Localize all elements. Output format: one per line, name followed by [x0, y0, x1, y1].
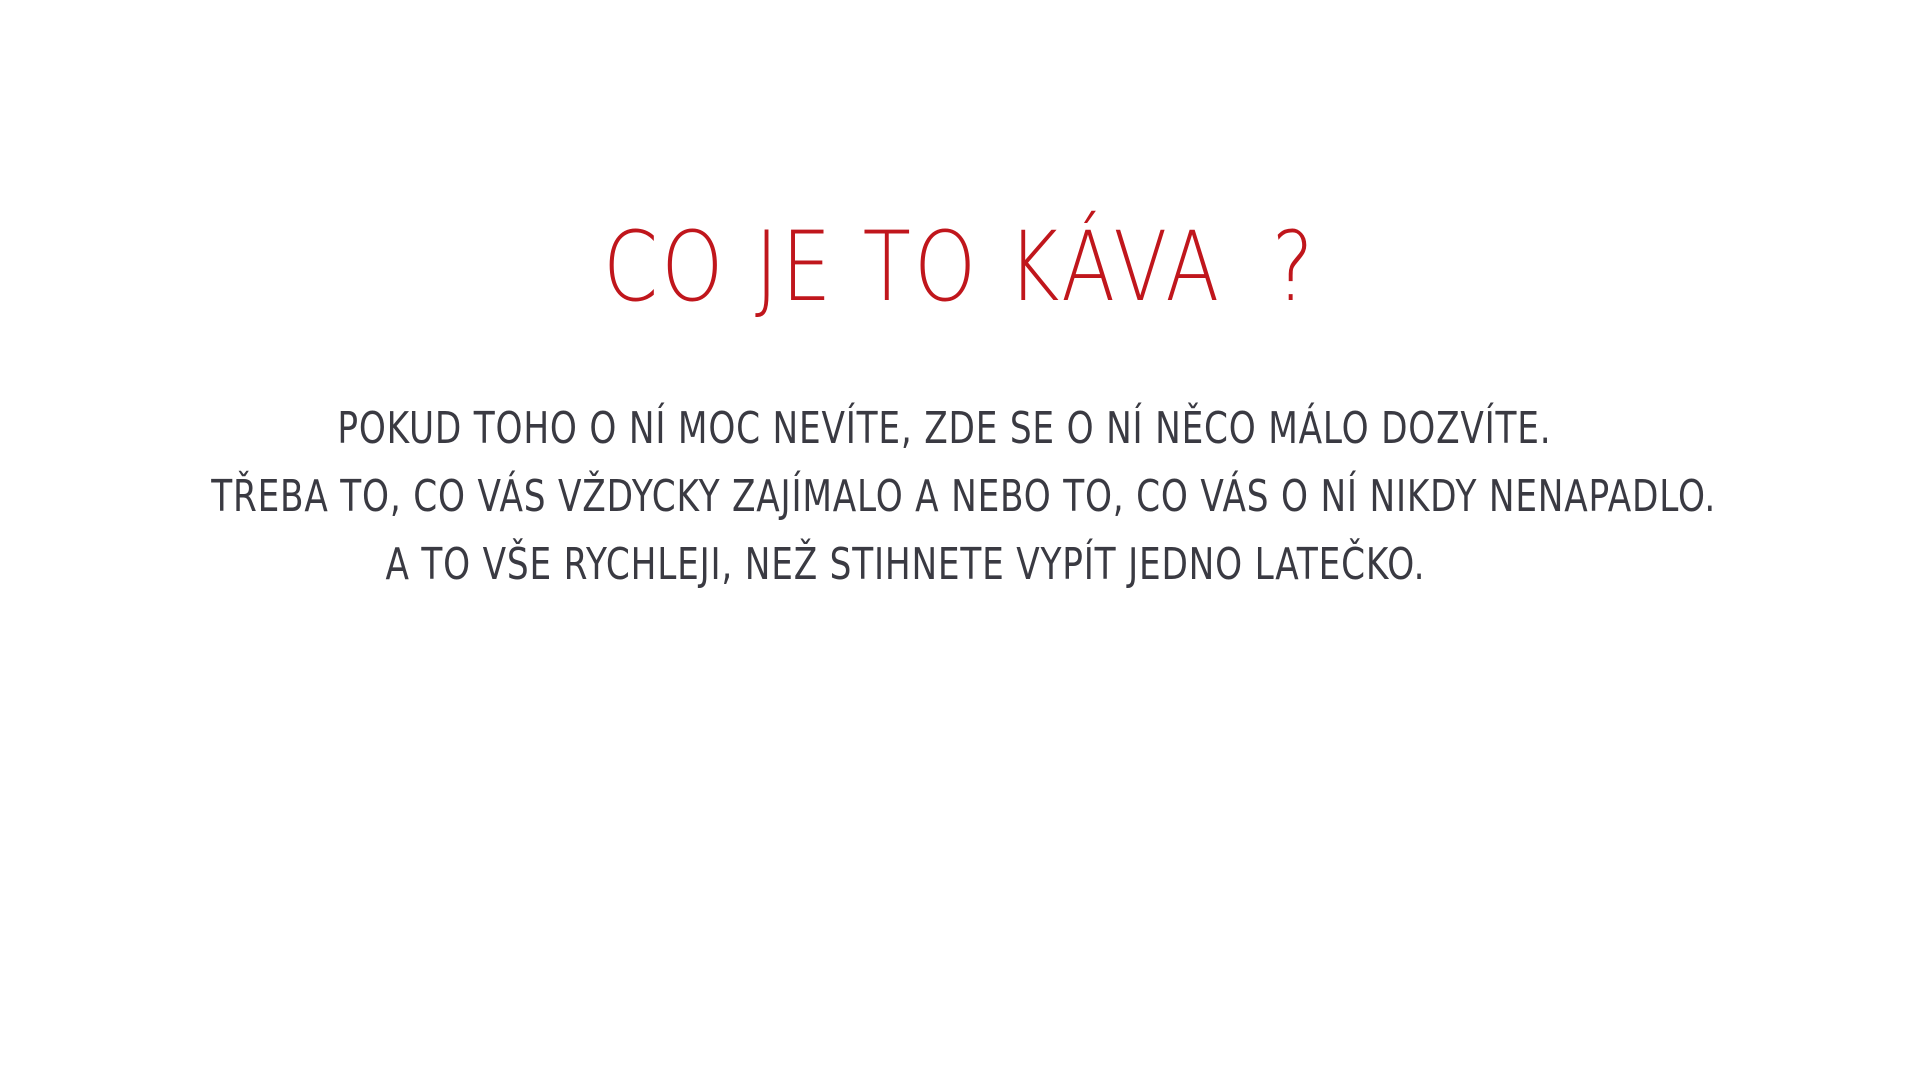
intro-text: [211, 395, 1717, 599]
page-title-text: CO JE TO KÁVA: [603, 211, 1223, 323]
page-title: [173, 210, 1747, 325]
intro-line-2: TŘEBA TO, CO VÁS VŽDYCKY ZAJÍMALO A NEBO TO, CO VÁS O NÍ NIKDY NENAPADLO.: [211, 471, 1717, 522]
intro-line-3: A TO VŠE RYCHLEJI, NEŽ STIHNETE VYPÍT JEDNO LATEČKO.: [385, 539, 1426, 590]
question-mark: ?: [1271, 211, 1317, 323]
intro-line-1: POKUD TOHO O NÍ MOC NEVÍTE, ZDE SE O NÍ NĚCO MÁLO DOZVÍTE.: [337, 403, 1552, 454]
